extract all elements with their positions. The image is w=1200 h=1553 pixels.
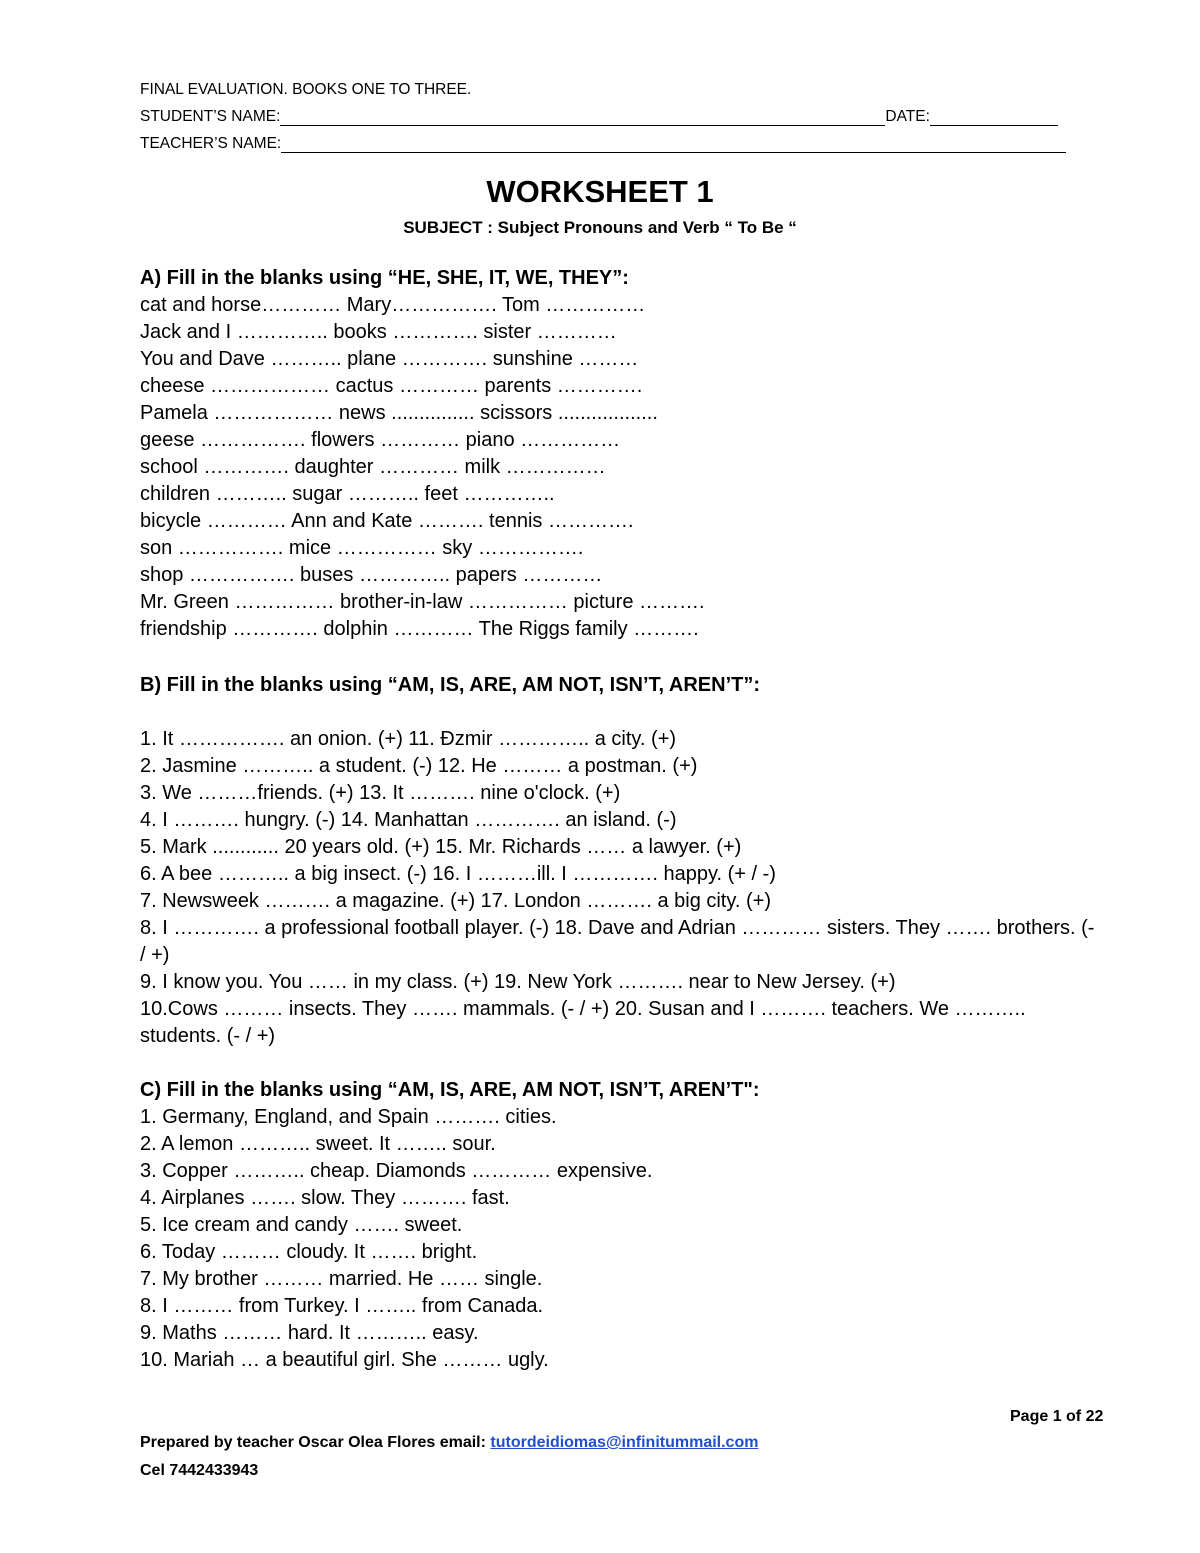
section-c-line: 10. Mariah … a beautiful girl. She ……… ugly. <box>140 1349 549 1371</box>
section-a-line: geese ……………. flowers ………… piano …………… <box>140 429 621 451</box>
section-c-line: 6. Today ……… cloudy. It ……. bright. <box>140 1241 478 1263</box>
section-c-line: 5. Ice cream and candy ……. sweet. <box>140 1214 463 1236</box>
section-b-line: 6. A bee ……….. a big insect. (-) 16. I ………ill. I …………. happy. (+ / -) <box>140 863 776 885</box>
date-label: DATE: <box>885 108 930 125</box>
section-a-line: children ……….. sugar ……….. feet ………….. <box>140 483 555 505</box>
section-c-heading: C) Fill in the blanks using “AM, IS, ARE, AM NOT, ISN’T, AREN’T": <box>140 1079 760 1101</box>
section-a-line: son ……………. mice …………… sky ……………. <box>140 537 584 559</box>
student-name-row <box>140 99 1090 126</box>
header-title-line <box>140 72 1090 99</box>
section-c <box>140 1077 1100 1374</box>
section-a-line: Mr. Green …………… brother-in-law …………… picture ………. <box>140 591 705 613</box>
teacher-name-field[interactable] <box>281 134 1066 153</box>
evaluation-header <box>140 72 1090 153</box>
section-b-line: 1. It ……………. an onion. (+) 11. Đzmir ………….. a city. (+) <box>140 728 677 750</box>
student-name-field[interactable] <box>280 107 885 126</box>
section-c-line: 4. Airplanes ……. slow. They ………. fast. <box>140 1187 510 1209</box>
section-b-heading: B) Fill in the blanks using “AM, IS, ARE, AM NOT, ISN’T, AREN’T”: <box>140 674 761 696</box>
section-c-line: 7. My brother ……… married. He …… single. <box>140 1268 543 1290</box>
student-name-label: STUDENT’S NAME: <box>140 108 281 125</box>
section-a <box>140 265 1100 643</box>
section-b-line: 2. Jasmine ……….. a student. (-) 12. He ……… a postman. (+) <box>140 755 698 777</box>
worksheet-title: WORKSHEET 1 <box>486 174 714 209</box>
section-b-line: 7. Newsweek ………. a magazine. (+) 17. London ………. a big city. (+) <box>140 890 771 912</box>
section-a-line: school …………. daughter ………… milk …………… <box>140 456 606 478</box>
header-title: FINAL EVALUATION. BOOKS ONE TO THREE. <box>140 81 472 98</box>
worksheet-subtitle: SUBJECT : Subject Pronouns and Verb “ To Be “ <box>403 218 797 237</box>
teacher-name-row <box>140 126 1090 153</box>
section-a-line: friendship …………. dolphin ………… The Riggs family ………. <box>140 618 699 640</box>
section-a-line: shop ……………. buses ………….. papers ………… <box>140 564 603 586</box>
section-b-line: 3. We ………friends. (+) 13. It ………. nine o'clock. (+) <box>140 782 621 804</box>
section-b-line: 8. I …………. a professional football player. (-) 18. Dave and Adrian ………… sisters. They ……. brothers. (- / +) <box>140 917 1095 966</box>
section-c-line: 8. I ……… from Turkey. I …….. from Canada. <box>140 1295 544 1317</box>
section-c-line: 2. A lemon ……….. sweet. It …….. sour. <box>140 1133 496 1155</box>
section-a-line: You and Dave ……….. plane …………. sunshine ……… <box>140 348 639 370</box>
section-a-line: Jack and I ………….. books …………. sister ………… <box>140 321 617 343</box>
email-link[interactable]: tutordeidiomas@infinitummail.com <box>490 1434 759 1451</box>
footer-prepared-line <box>140 1434 1120 1452</box>
date-field[interactable] <box>930 107 1058 126</box>
footer-cel: Cel 7442433943 <box>140 1462 259 1479</box>
prepared-by-text: Prepared by teacher Oscar Olea Flores email: <box>140 1434 491 1451</box>
section-b-line: 10.Cows ……… insects. They ……. mammals. (- / +) 20. Susan and I ………. teachers. We ……….. students. (- / +) <box>140 998 1026 1047</box>
section-a-line: Pamela ……………… news ............... scissors .................. <box>140 402 658 424</box>
section-c-line: 1. Germany, England, and Spain ………. cities. <box>140 1106 557 1128</box>
section-b <box>140 672 1100 1050</box>
teacher-name-label: TEACHER’S NAME: <box>140 135 282 152</box>
section-a-line: cat and horse………… Mary……………. Tom …………… <box>140 294 646 316</box>
section-b-line: 9. I know you. You …… in my class. (+) 19. New York ………. near to New Jersey. (+) <box>140 971 896 993</box>
section-c-line: 9. Maths ……… hard. It ……….. easy. <box>140 1322 479 1344</box>
section-a-line: bicycle ………… Ann and Kate ………. tennis …………. <box>140 510 634 532</box>
page-number: Page 1 of 22 <box>1010 1408 1104 1425</box>
section-c-line: 3. Copper ……….. cheap. Diamonds ………… expensive. <box>140 1160 653 1182</box>
section-b-line: 4. I ………. hungry. (-) 14. Manhattan …………. an island. (-) <box>140 809 677 831</box>
section-a-heading: A) Fill in the blanks using “HE, SHE, IT, WE, THEY”: <box>140 267 629 289</box>
section-b-line: 5. Mark ............ 20 years old. (+) 15. Mr. Richards …… a lawyer. (+) <box>140 836 742 858</box>
section-a-line: cheese ……………… cactus ………… parents …………. <box>140 375 643 397</box>
